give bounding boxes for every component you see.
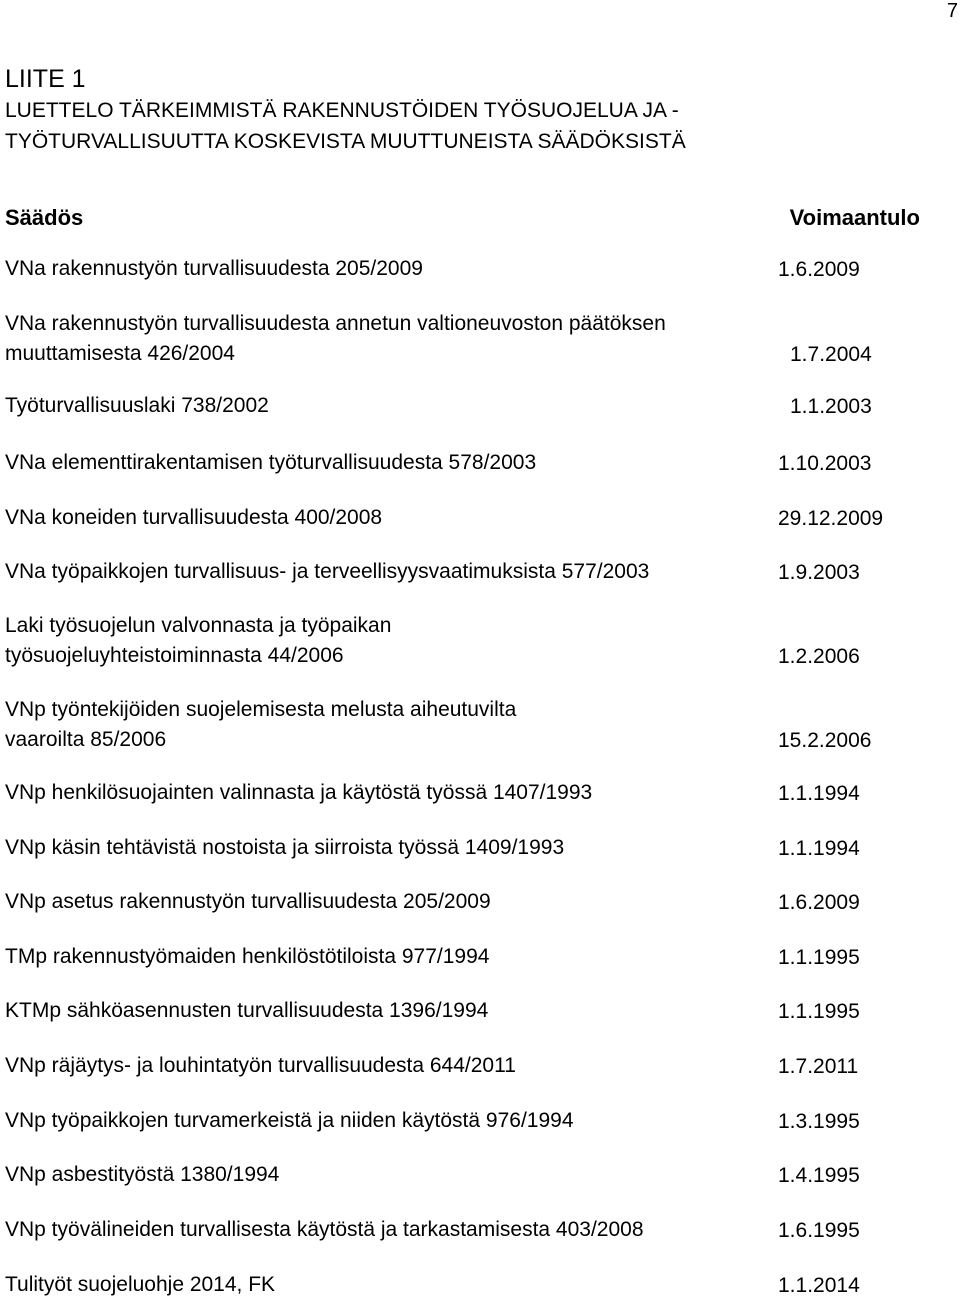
regulation-name	[5, 1106, 574, 1136]
effective-date: 1.1.1994	[778, 837, 860, 860]
effective-date: 1.1.1995	[778, 1000, 860, 1023]
regulation-name-line: muuttamisesta 426/2004	[5, 342, 235, 365]
effective-date: 1.10.2003	[778, 452, 872, 475]
effective-date: 1.6.1995	[778, 1219, 860, 1242]
effective-date: 1.1.1994	[778, 782, 860, 805]
regulation-name	[5, 448, 536, 478]
document-title: LIITE 1	[5, 65, 86, 93]
regulation-name	[5, 1215, 644, 1245]
regulation-name-line: VNa työpaikkojen turvallisuus- ja terveellisyysvaatimuksista 577/2003	[5, 560, 650, 583]
effective-date: 1.4.1995	[778, 1164, 860, 1187]
regulation-name-line: VNp työvälineiden turvallisesta käytöstä ja tarkastamisesta 403/2008	[5, 1218, 644, 1241]
regulation-name-line: VNa elementtirakentamisen työturvallisuudesta 578/2003	[5, 451, 537, 474]
effective-date: 15.2.2006	[778, 729, 872, 752]
regulation-name-line: työsuojeluyhteistoiminnasta 44/2006	[5, 644, 344, 667]
regulation-name-line: VNa rakennustyön turvallisuudesta annetun valtioneuvoston päätöksen	[5, 312, 666, 335]
regulation-name	[5, 391, 269, 421]
regulation-name-line: VNa koneiden turvallisuudesta 400/2008	[5, 506, 383, 529]
document-subtitle-line-2: TYÖTURVALLISUUTTA KOSKEVISTA MUUTTUNEISTA SÄÄDÖKSISTÄ	[5, 130, 686, 153]
regulation-name-line: VNp henkilösuojainten valinnasta ja käytöstä työssä 1407/1993	[5, 781, 593, 804]
regulation-name-line: vaaroilta 85/2006	[5, 728, 167, 751]
effective-date: 1.9.2003	[778, 561, 860, 584]
effective-date: 1.6.2009	[778, 258, 860, 281]
effective-date: 1.1.1995	[778, 946, 860, 969]
effective-date: 1.2.2006	[778, 645, 860, 668]
regulation-name-line: KTMp sähköasennusten turvallisuudesta 1396/1994	[5, 999, 489, 1022]
regulation-name-line: VNp työpaikkojen turvamerkeistä ja niiden käytöstä 976/1994	[5, 1109, 574, 1132]
effective-date: 29.12.2009	[778, 507, 884, 530]
regulation-name-line: VNp käsin tehtävistä nostoista ja siirroista työssä 1409/1993	[5, 836, 565, 859]
effective-date: 1.7.2004	[790, 343, 872, 366]
regulation-name-line: VNp asetus rakennustyön turvallisuudesta 205/2009	[5, 890, 491, 913]
column-header-effective-date: Voimaantulo	[789, 205, 920, 230]
regulation-name	[5, 309, 666, 369]
regulation-name-line: VNp räjäytys- ja louhintatyön turvallisuudesta 644/2011	[5, 1054, 516, 1077]
document-subtitle-line-1: LUETTELO TÄRKEIMMISTÄ RAKENNUSTÖIDEN TYÖSUOJELUA JA -	[5, 99, 679, 122]
effective-date: 1.1.2003	[790, 395, 872, 418]
regulation-name	[5, 996, 488, 1026]
regulation-name-line: TMp rakennustyömaiden henkilöstötiloista 977/1994	[5, 945, 490, 968]
regulation-name	[5, 942, 489, 972]
regulation-name	[5, 254, 423, 284]
regulation-name-line: VNp työntekijöiden suojelemisesta melusta aiheutuvilta	[5, 698, 517, 721]
effective-date: 1.3.1995	[778, 1110, 860, 1133]
effective-date: 1.7.2011	[778, 1055, 859, 1078]
regulation-name	[5, 778, 592, 808]
effective-date: 1.6.2009	[778, 891, 860, 914]
regulation-name-line: VNa rakennustyön turvallisuudesta 205/2009	[5, 257, 423, 280]
regulation-name-line: Tulityöt suojeluohje 2014, FK	[5, 1273, 276, 1296]
regulation-name	[5, 503, 382, 533]
regulation-name	[5, 611, 391, 671]
regulation-name-line: Laki työsuojelun valvonnasta ja työpaikan	[5, 614, 392, 637]
regulation-name-line: Työturvallisuuslaki 738/2002	[5, 394, 269, 417]
regulation-name	[5, 1270, 275, 1300]
column-header-regulation: Säädös	[5, 205, 84, 230]
regulation-name	[5, 1160, 279, 1190]
page-number: 7	[946, 0, 958, 22]
effective-date: 1.1.2014	[778, 1274, 860, 1297]
regulation-name	[5, 695, 516, 755]
regulation-name	[5, 833, 564, 863]
regulation-name	[5, 557, 649, 587]
regulation-name	[5, 1051, 516, 1081]
regulation-name	[5, 887, 491, 917]
regulation-name-line: VNp asbestityöstä 1380/1994	[5, 1163, 280, 1186]
